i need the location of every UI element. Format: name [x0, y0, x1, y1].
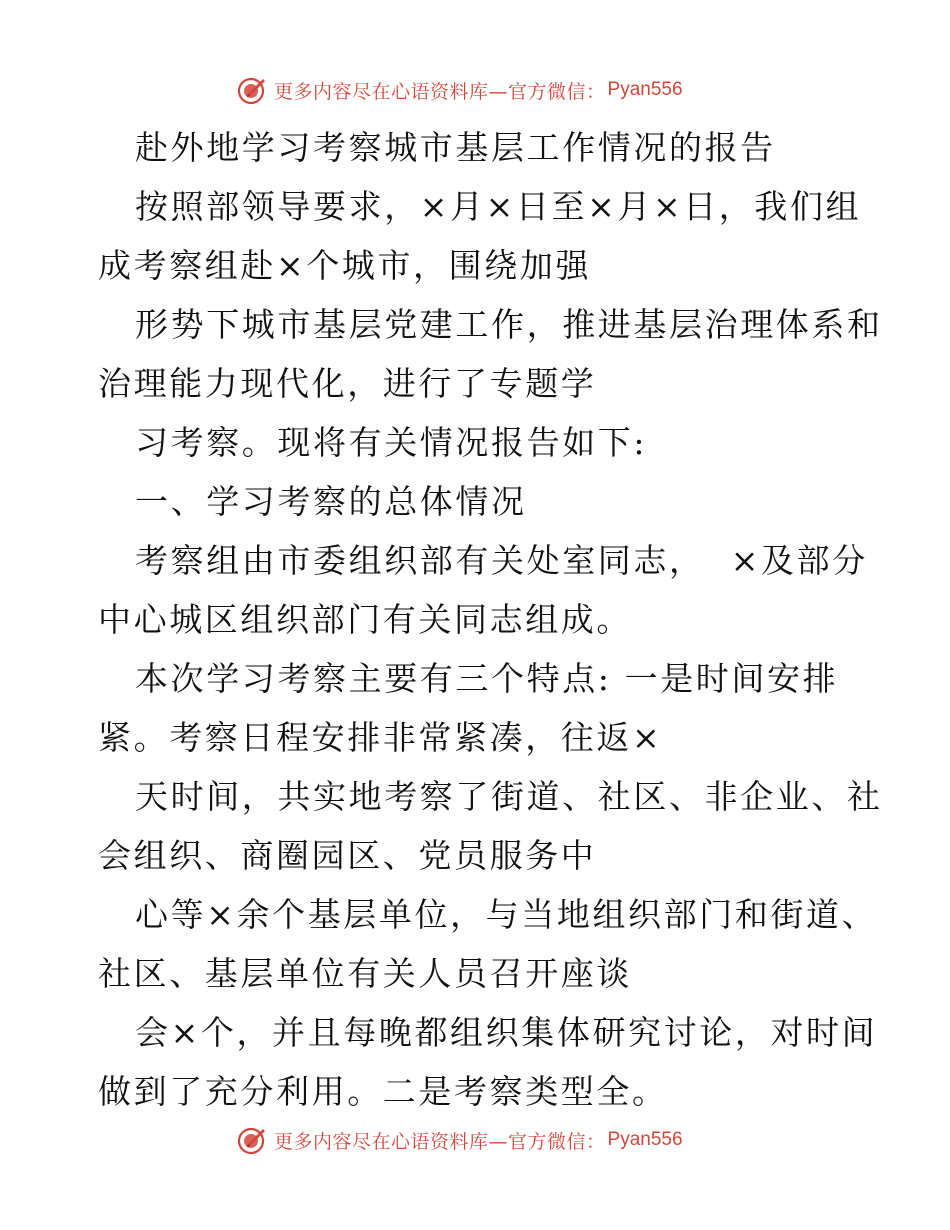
text-line: 会组织、商圈园区、党员服务中: [98, 836, 597, 875]
quill-pen-seal-icon: [236, 1124, 268, 1156]
text-line: 天时间，共实地考察了街道、社区、非企业、社: [135, 777, 883, 816]
watermark-text: 更多内容尽在心语资料库—官方微信：: [274, 80, 606, 103]
watermark-text: 更多内容尽在心语资料库—官方微信：: [274, 1130, 606, 1153]
text-line: 做到了充分利用。二是考察类型全。: [98, 1072, 668, 1111]
text-line: 形势下城市基层党建工作，推进基层治理体系和: [135, 305, 883, 344]
watermark-footer: [236, 1123, 683, 1157]
section-heading: 一、学习考察的总体情况: [135, 482, 527, 521]
text-line: 成考察组赴×个城市，围绕加强: [98, 246, 592, 285]
text-line: 中心城区组织部门有关同志组成。: [98, 600, 632, 639]
document-title: 赴外地学习考察城市基层工作情况的报告: [135, 128, 776, 167]
text-line: 会×个，并且每晚都组织集体研究讨论，对时间: [135, 1013, 878, 1052]
text-line: 紧。考察日程安排非常紧凑，往返×: [98, 718, 663, 757]
document-body: [98, 118, 883, 1121]
watermark-id: Pyan556: [607, 1129, 683, 1150]
text-line: 按照部领导要求，×月×日至×月×日，我们组: [135, 187, 862, 226]
text-line: 社区、基层单位有关人员召开座谈: [98, 954, 632, 993]
quill-pen-seal-icon: [236, 74, 268, 106]
text-line: 治理能力现代化，进行了专题学: [98, 364, 597, 403]
text-line: 考察组由市委组织部有关处室同志， ×及部分: [135, 541, 868, 580]
watermark-id: Pyan556: [607, 79, 683, 100]
text-line: 本次学习考察主要有三个特点: 一是时间安排: [135, 659, 839, 698]
watermark-header: [236, 73, 683, 107]
text-line: 习考察。现将有关情况报告如下:: [135, 423, 648, 462]
text-line: 心等×余个基层单位，与当地组织部门和街道、: [135, 895, 878, 934]
